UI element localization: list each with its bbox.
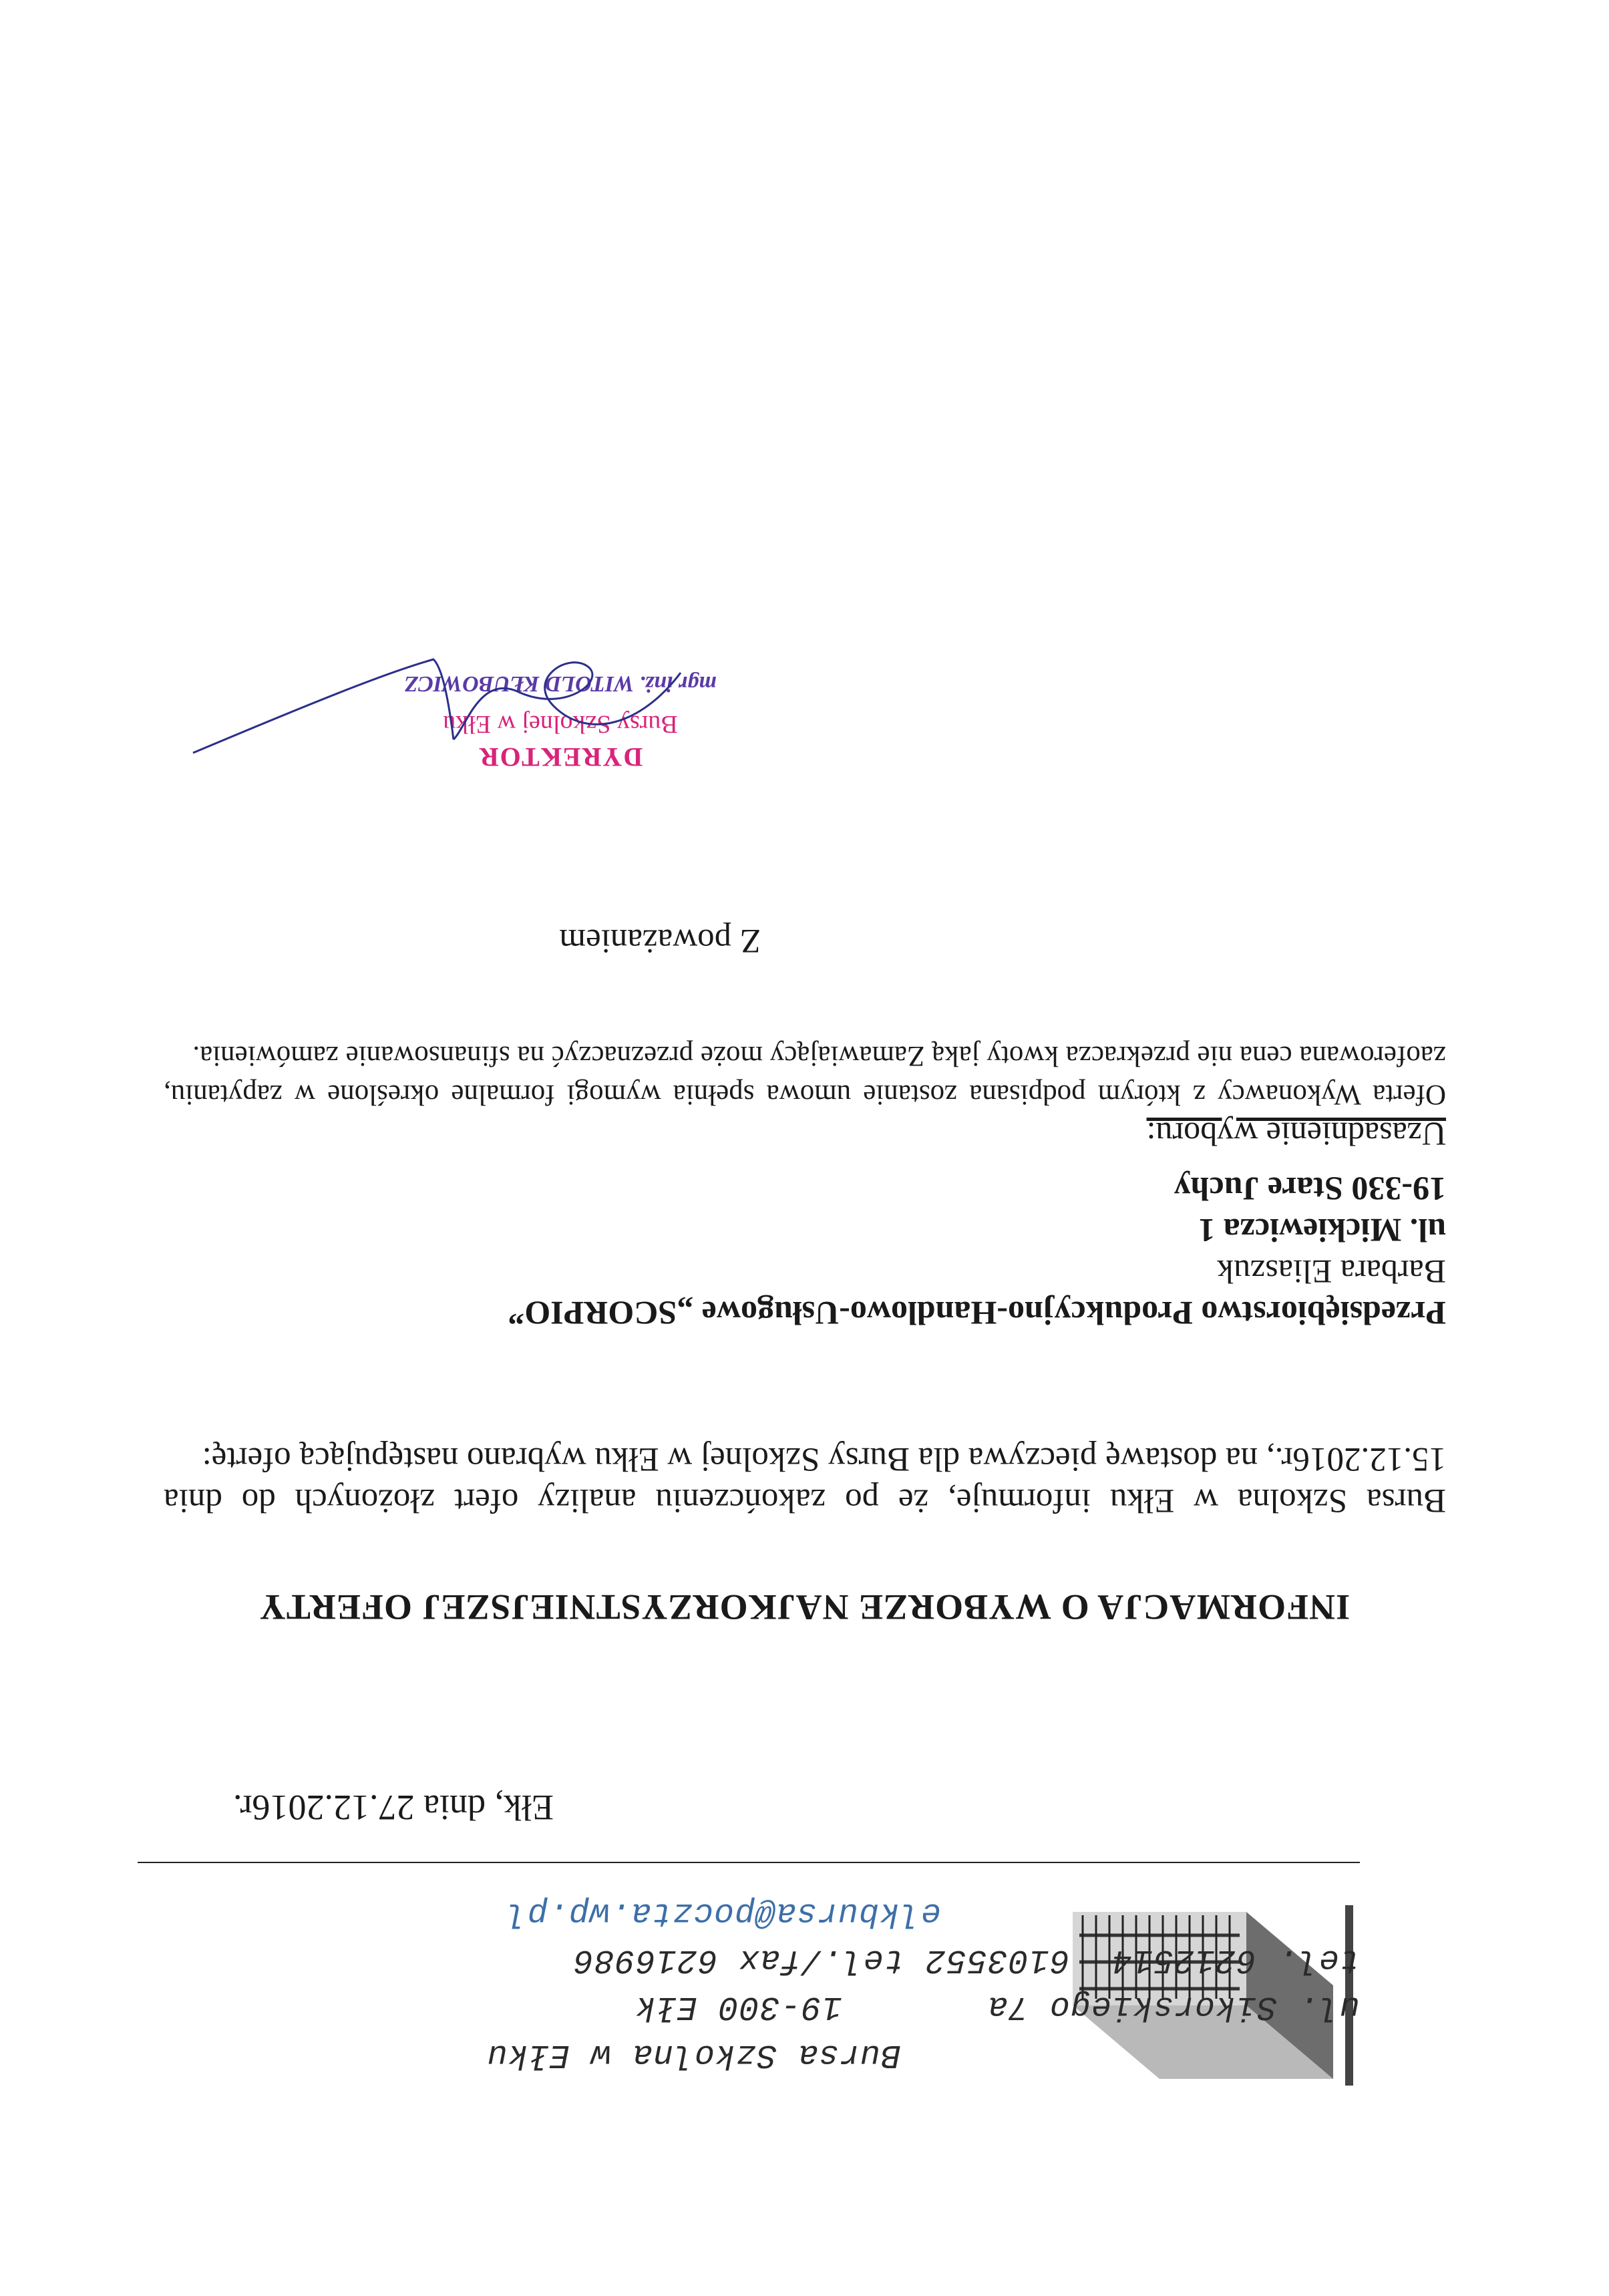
closing-salutation: Z poważaniem xyxy=(559,922,761,959)
intro-paragraph: Bursa Szkolna w Ełku informuje, że po zakończeniu analizy ofert złożonych do dnia 15.12.2016r., na dostawę pieczywa dla Bursy Szkolnej w Ełku wybrano następującą ofertę: xyxy=(164,1440,1446,1519)
letterhead-name: Bursa Szkolna w Ełku xyxy=(486,2035,901,2074)
selected-contractor xyxy=(508,1168,1446,1334)
justification-text: Oferta Wykonawcy z którym podpisana zostanie umowa spełnia wymogi formalne określone w zapytaniu, zaoferowana cena nie przekracza kwoty jaką Zamawiający może przeznaczyć na sfinansowanie zamówienia. xyxy=(164,1040,1446,1110)
justification-label: Uzasadnienie wyboru: xyxy=(1146,1116,1446,1153)
document-date: Ełk, dnia 27.12.2016r. xyxy=(233,1788,554,1828)
handwritten-signature xyxy=(186,619,721,766)
contractor-city: 19-330 Stare Juchy xyxy=(1174,1170,1446,1208)
letterhead-address: ul. Sikorskiego 7a 19-300 Ełk xyxy=(635,1987,1360,2025)
stamp-title: DYREKTOR xyxy=(478,742,643,772)
letterhead-phones: tel. 6212514 6103552 tel./fax 6216986 xyxy=(572,1941,1360,1979)
document-title: INFORMACJA O WYBORZE NAJKORZYSTNIEJSZEJ OFERTY xyxy=(258,1587,1351,1627)
contractor-person: Barbara Eliaszuk xyxy=(1217,1253,1446,1291)
contractor-company: Przedsiębiorstwo Produkcyjno-Handlowo-Usługowe „SCORPIO” xyxy=(508,1295,1446,1332)
contractor-street: ul. Mickiewicza 1 xyxy=(1198,1212,1446,1249)
letterhead-email[interactable]: elkbursa@poczta.wp.pl xyxy=(506,1894,941,1932)
stamp-name: mgr inż. WITOLD KŁUBOWICZ xyxy=(404,671,717,696)
stamp-organization: Bursy Szkolnej w Ełku xyxy=(443,710,678,738)
letterhead-divider xyxy=(138,1862,1360,1863)
